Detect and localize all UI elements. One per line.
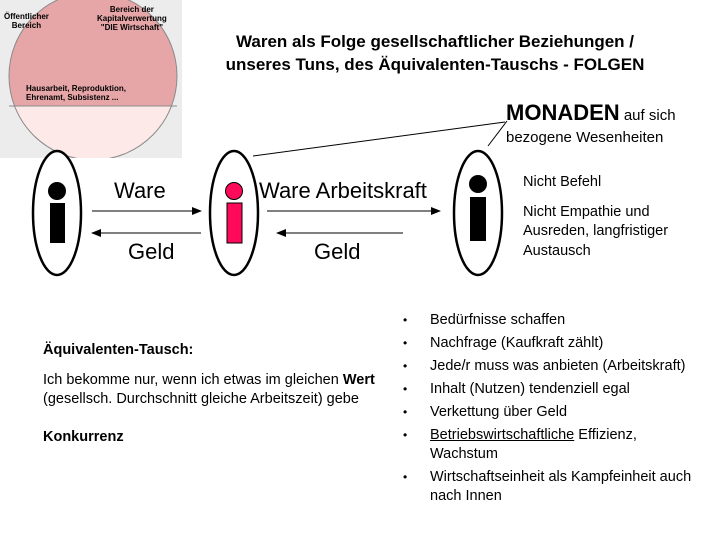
- geld-label-right: Geld: [314, 239, 361, 264]
- list-item: • Nachfrage (Kaufkraft zählt): [403, 335, 604, 351]
- aequivalenten-text: Ich bekomme nur, wenn ich etwas im gleichen Wert (gesellsch. Durchschnitt gleiche Arbeitszeit) gebe: [43, 372, 375, 407]
- note-nicht-befehl: Nicht Befehl: [523, 174, 602, 190]
- household-sector-label: Hausarbeit, Reproduktion, Ehrenamt, Subsistenz ...: [26, 84, 127, 102]
- konkurrenz-label: Konkurrenz: [43, 429, 124, 445]
- list-item: • Wirtschaftseinheit als Kampfeinheit auch nach Innen: [403, 469, 692, 504]
- person-right-head: [469, 175, 487, 193]
- capital-sector-label: Bereich der Kapitalverwertung "DIE Wirtschaft": [97, 5, 167, 32]
- person-left-body: [50, 203, 65, 243]
- person-right-body: [470, 197, 486, 241]
- aequivalenten-block: [43, 341, 383, 447]
- right-notes: [523, 173, 713, 271]
- consequence-list: [401, 311, 701, 510]
- person-center-head: [226, 183, 243, 200]
- person-center-body: [227, 203, 242, 243]
- note-nicht-empathie: Nicht Empathie und Ausreden, langfristiger Austausch: [523, 203, 669, 259]
- ware-arbeitskraft-label: Ware Arbeitskraft: [259, 178, 427, 203]
- list-item: • Inhalt (Nutzen) tendenziell egal: [403, 381, 630, 397]
- geld-label-left: Geld: [128, 239, 175, 264]
- monaden-title: MONADEN: [506, 100, 620, 125]
- public-sector-label: Öffentlicher Bereich: [4, 12, 49, 30]
- monaden-connector-left: [253, 122, 505, 156]
- monaden-connector-right: [488, 121, 507, 146]
- list-item: • Jede/r muss was anbieten (Arbeitskraft): [403, 358, 686, 374]
- ware-label: Ware: [114, 178, 166, 203]
- list-item: • Bedürfnisse schaffen: [403, 312, 566, 328]
- monaden-subtitle: bezogene Wesenheiten: [506, 129, 664, 146]
- list-item: • Betriebswirtschaftliche Effizienz, Wachstum: [403, 427, 637, 462]
- page-title: Waren als Folge gesellschaftlicher Beziehungen / unseres Tuns, des Äquivalenten-Tauschs - FOLGEN: [225, 32, 645, 74]
- aequivalenten-heading: Äquivalenten-Tausch:: [43, 342, 194, 358]
- list-item: • Verkettung über Geld: [403, 404, 568, 420]
- person-left-head: [48, 182, 66, 200]
- monaden-heading: [506, 100, 676, 126]
- monaden-title-suffix: auf sich: [619, 107, 676, 124]
